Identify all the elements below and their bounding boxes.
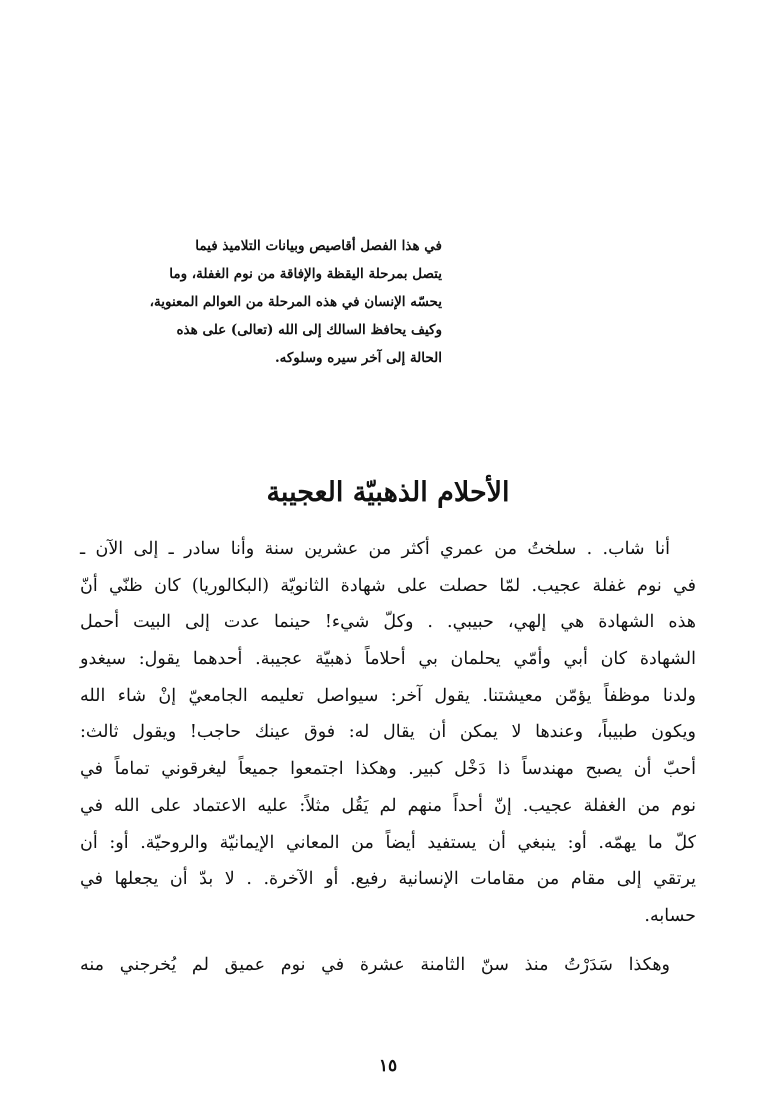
body-line: وهكذا سَدَرْتُ منذ سنّ الثامنة عشرة في نوم عميق لم يُخرجني منه	[80, 954, 670, 975]
body-line: حسابه.	[644, 905, 696, 926]
body-line: أنا شاب. . سلختُ من عمري أكثر من عشرين سنة وأنا سادر ـ إلى الآن ـ	[80, 539, 670, 559]
intro-line: الحالة إلى آخر سيره وسلوكه.	[274, 350, 442, 366]
body-line: هذه الشهادة هي إلهي، حبيبي. . وكلّ شيء! حينما عدت إلى البيت أحمل	[80, 612, 696, 633]
body-line: أحبّ أن يصبح مهندساً ذا دَخْل كبير. وهكذا اجتمعوا جميعاً ليغرقوني تماماً في	[80, 759, 696, 780]
chapter-intro	[149, 232, 442, 372]
body-line: كلّ ما يهمّه. أو: ينبغي أن يستفيد أيضاً من المعاني الإيمانيّة والروحيّة. أو: أن	[80, 832, 696, 853]
intro-line: يحسّه الإنسان في هذه المرحلة من العوالم المعنوية،	[149, 294, 442, 310]
body-line: ويكون طبيباً، وعندها لا يمكن أن يقال له: فوق عينك حاجب! ويقول ثالث:	[80, 722, 696, 743]
chapter-title: الأحلام الذهبيّة العجيبة	[266, 477, 510, 508]
page-number: ١٥	[378, 1056, 398, 1076]
body-text	[80, 531, 696, 983]
body-line: نوم من الغفلة عجيب. إنّ أحداً منهم لم يَقُل مثلاً: عليه الاعتماد على الله في	[80, 795, 696, 816]
body-line: ولدنا موظفاً يؤمّن معيشتنا. يقول آخر: سيواصل تعليمه الجامعيّ إنْ شاء الله	[80, 685, 696, 706]
body-line: الشهادة كان أبي وأمّي يحلمان بي أحلاماً ذهبيّة عجيبة. أحدهما يقول: سيغدو	[80, 649, 696, 670]
body-line: في نوم غفلة عجيب. لمّا حصلت على شهادة الثانويّة (البكالوريا) كان ظنّي أنّ	[80, 575, 696, 596]
intro-line: يتصل بمرحلة اليقظة والإفاقة من نوم الغفلة، وما	[169, 266, 442, 282]
intro-line: وكيف يحافظ السالك إلى الله (تعالى) على هذه	[176, 322, 442, 338]
intro-line: في هذا الفصل أقاصيص وبيانات التلاميذ فيما	[195, 238, 442, 254]
body-line: يرتقي إلى مقام من مقامات الإنسانية رفيع. أو الآخرة. . لا بدّ أن يجعلها في	[80, 869, 696, 890]
